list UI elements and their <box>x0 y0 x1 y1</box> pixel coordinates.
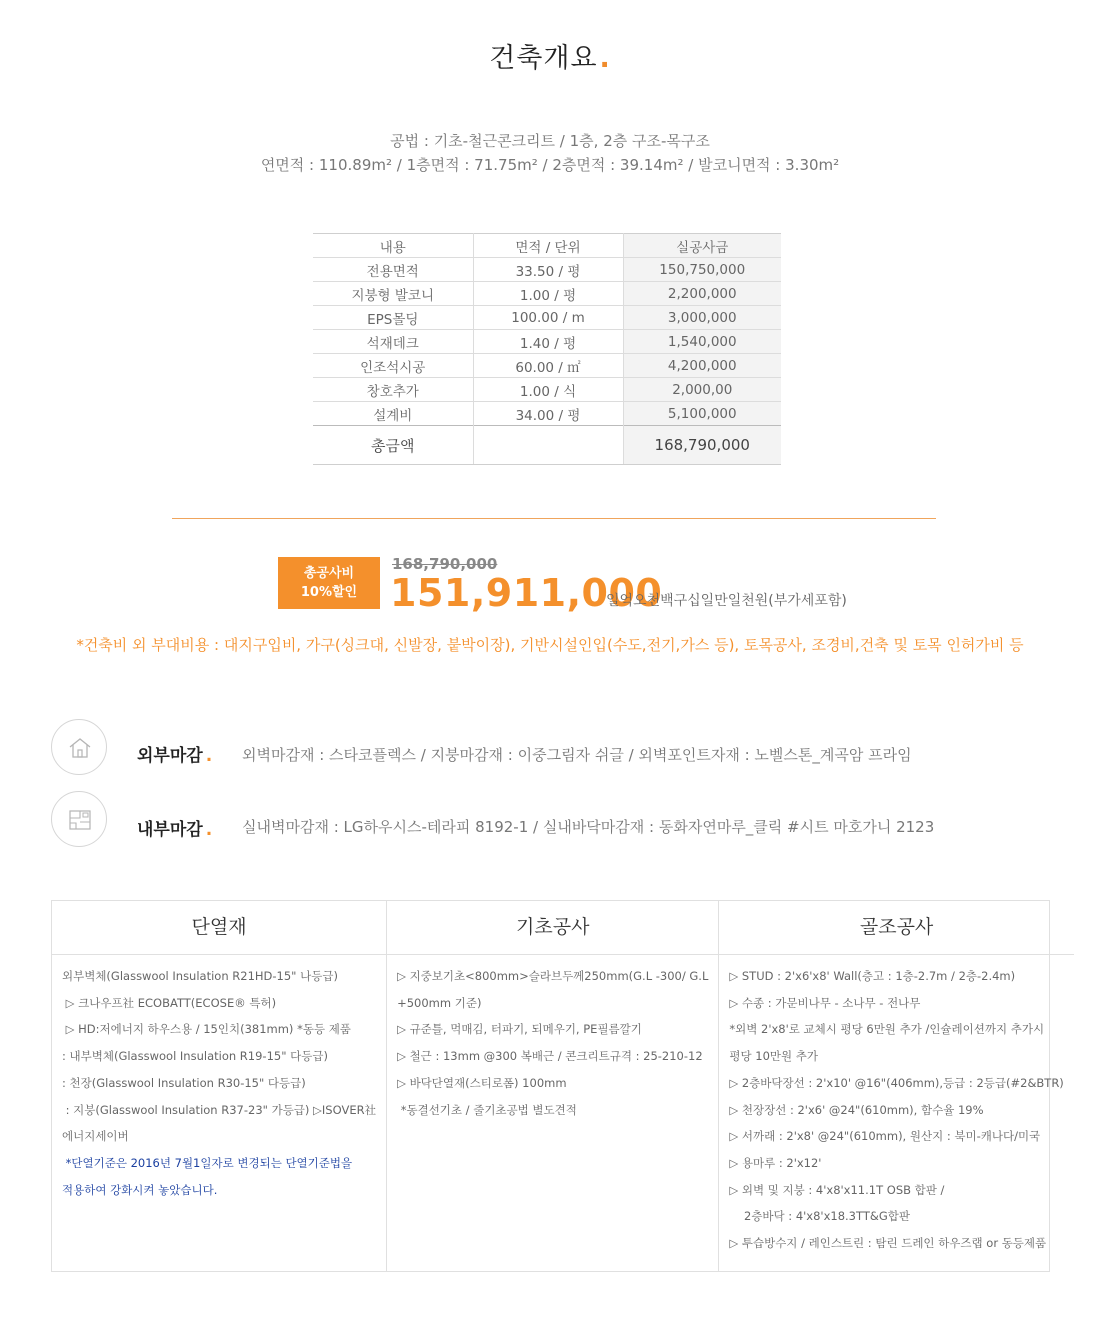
spec-head-framing: 골조공사 <box>719 901 1073 955</box>
exterior-finish-text: 외벽마감재 : 스타코플렉스 / 지붕마감재 : 이중그림자 쉬글 / 외벽포인트자재 : 노벨스톤_계곡암 프라임 <box>242 746 912 764</box>
table-row <box>313 402 781 426</box>
spec-body-foundation <box>387 955 718 1123</box>
spec-line: ▷ HD:저에너지 하우스용 / 15인치(381mm) *동등 제품 <box>62 1022 351 1037</box>
spec-line: +500mm 기준) <box>397 995 482 1010</box>
interior-finish-label <box>137 815 212 840</box>
spec-body-framing <box>719 955 1073 1257</box>
spec-line: 2층바닥 : 4'x8'x18.3TT&G합판 <box>729 1209 910 1224</box>
spec-line: ▷ 지중보기초<800mm>슬라브두께250mm(G.L -300/ G.L <box>397 969 709 983</box>
table-cell: 인조석시공 <box>313 354 473 378</box>
spec-line: ▷ 철근 : 13mm @300 복배근 / 콘크리트규격 : 25-210-12 <box>397 1049 703 1064</box>
spec-line: ▷ 수종 : 가문비나무 - 소나무 - 전나무 <box>729 995 921 1010</box>
spec-col-foundation <box>387 901 719 1271</box>
table-header-row <box>313 234 781 258</box>
spec-line: ▷ 규준틀, 먹매김, 터파기, 되메우기, PE필름깔기 <box>397 1022 642 1037</box>
table-cell: 설계비 <box>313 402 473 426</box>
table-cell: 1,540,000 <box>623 330 781 354</box>
spec-line: ▷ 천장장선 : 2'x6' @24"(610mm), 함수율 19% <box>729 1102 984 1117</box>
spec-note: 적용하여 강화시켜 놓았습니다. <box>62 1182 218 1197</box>
table-cell: 1.00 / 평 <box>473 282 623 306</box>
interior-finish-label-text: 내부마감 <box>137 820 203 840</box>
table-cell: 면적 / 단위 <box>473 234 623 258</box>
spec-line: : 지붕(Glasswool Insulation R37-23" 가등급) ▷ISOVER社 <box>62 1102 377 1117</box>
table-row <box>313 378 781 402</box>
exterior-finish-label <box>137 741 212 766</box>
page-title-text: 건축개요 <box>489 43 598 74</box>
table-cell: 60.00 / ㎡ <box>473 354 623 378</box>
table-row <box>313 306 781 330</box>
table-row <box>313 282 781 306</box>
table-cell: 1.40 / 평 <box>473 330 623 354</box>
spec-col-insulation <box>52 901 387 1271</box>
table-cell: 33.50 / 평 <box>473 258 623 282</box>
table-cell: EPS몰딩 <box>313 306 473 330</box>
spec-line: ▷ 2층바닥장선 : 2'x10' @16"(406mm),등급 : 2등급(#2&BTR) <box>729 1075 1064 1090</box>
interior-finish-text: 실내벽마감재 : LG하우시스-테라피 8192-1 / 실내바닥마감재 : 동화자연마루_클릭 #시트 마호가니 2123 <box>242 818 935 836</box>
spec-line: ▷ 바닥단열재(스티로폼) 100mm <box>397 1075 567 1090</box>
page-title <box>0 36 1100 75</box>
spec-col-framing <box>719 901 1073 1271</box>
spec-line: 외부벽체(Glasswool Insulation R21HD-15" 나등급) <box>62 969 338 983</box>
spec-body-insulation <box>52 955 386 1203</box>
table-total-row <box>313 426 781 465</box>
table-row <box>313 258 781 282</box>
table-cell: 석재데크 <box>313 330 473 354</box>
exterior-finish-label-text: 외부마감 <box>137 746 203 766</box>
spec-head-insulation: 단열재 <box>52 901 386 955</box>
table-cell: 3,000,000 <box>623 306 781 330</box>
interior-icon <box>51 791 107 847</box>
table-cell: 4,200,000 <box>623 354 781 378</box>
spec-head-foundation: 기초공사 <box>387 901 718 955</box>
spec-line: ▷ 크나우프社 ECOBATT(ECOSE® 특허) <box>62 995 277 1010</box>
spec-note: *단열기준은 2016년 7월1일자로 변경되는 단열기준법을 <box>62 1155 353 1170</box>
house-icon <box>51 719 107 775</box>
discount-badge <box>278 557 380 609</box>
interior-finish-dot: . <box>205 820 213 840</box>
table-cell: 150,750,000 <box>623 258 781 282</box>
table-cell: 총금액 <box>313 426 473 465</box>
title-dot: . <box>599 43 611 74</box>
discounted-price: 151,911,000 <box>390 571 663 615</box>
table-cell: 100.00 / m <box>473 306 623 330</box>
spec-line: *외벽 2'x8'로 교체시 평당 6만원 추가 /인슐레이션까지 추가시 <box>729 1022 1045 1037</box>
table-cell: 전용면적 <box>313 258 473 282</box>
table-cell: 168,790,000 <box>623 426 781 465</box>
table-row <box>313 330 781 354</box>
discount-badge-line2: 10%할인 <box>300 585 358 600</box>
table-cell: 2,000,00 <box>623 378 781 402</box>
section-divider <box>172 518 936 519</box>
spec-line: : 천장(Glasswool Insulation R30-15" 다등급) <box>62 1075 306 1090</box>
spec-line: ▷ 외벽 및 지붕 : 4'x8'x11.1T OSB 합판 / <box>729 1182 945 1197</box>
spec-line: ▷ 투습방수지 / 레인스트린 : 탐린 드레인 하우즈랩 or 동등제품 <box>729 1236 1047 1251</box>
table-cell: 34.00 / 평 <box>473 402 623 426</box>
construction-method: 공법 : 기초-철근콘크리트 / 1층, 2층 구조-목구조 <box>390 132 710 150</box>
spec-line: *동결선기초 / 줄기초공법 별도견적 <box>397 1102 577 1117</box>
spec-line: ▷ 용마루 : 2'x12' <box>729 1155 822 1170</box>
spec-line: : 내부벽체(Glasswool Insulation R19-15" 다등급) <box>62 1049 328 1064</box>
price-in-words: 일억오천백구십일만일천원(부가세포함) <box>606 593 847 609</box>
spec-line: ▷ STUD : 2'x6'x8' Wall(층고 : 1층-2.7m / 2층-2.4m) <box>729 969 1016 983</box>
extra-costs-note: *건축비 외 부대비용 : 대지구입비, 가구(싱크대, 신발장, 붙박이장), 기반시설인입(수도,전기,가스 등), 토목공사, 조경비,건축 및 토목 인허가비 등 <box>76 636 1024 654</box>
discount-badge-line1: 총공사비 <box>303 566 355 581</box>
table-cell: 창호추가 <box>313 378 473 402</box>
table-cell: 5,100,000 <box>623 402 781 426</box>
spec-line: 에너지세이버 <box>62 1129 129 1144</box>
spec-panel <box>51 900 1064 1272</box>
table-cell: 1.00 / 식 <box>473 378 623 402</box>
table-cell: 지붕형 발코니 <box>313 282 473 306</box>
table-row <box>313 354 781 378</box>
cost-table <box>313 233 781 465</box>
table-cell <box>473 426 623 465</box>
spec-line: 평당 10만원 추가 <box>729 1049 818 1064</box>
table-cell: 실공사금 <box>623 234 781 258</box>
table-cell: 내용 <box>313 234 473 258</box>
spec-line: ▷ 서까래 : 2'x8' @24"(610mm), 원산지 : 북미-캐나다/미국 <box>729 1129 1041 1144</box>
table-cell: 2,200,000 <box>623 282 781 306</box>
original-price: 168,790,000 <box>392 555 498 573</box>
exterior-finish-dot: . <box>205 746 213 766</box>
floor-areas: 연면적 : 110.89m² / 1층면적 : 71.75m² / 2층면적 : 39.14m² / 발코니면적 : 3.30m² <box>260 156 840 174</box>
